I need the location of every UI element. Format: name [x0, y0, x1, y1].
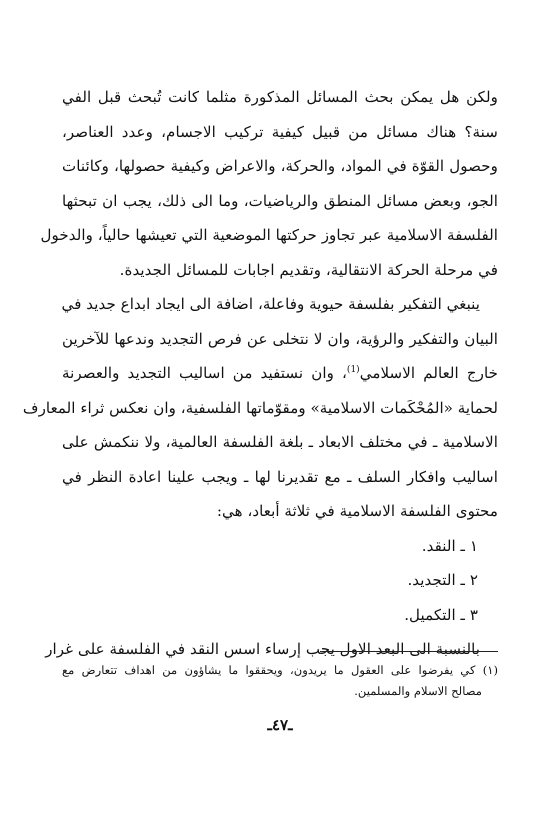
text-line: لحماية «المُحْكَمات الاسلامية» ومقوّماتها الفلسفية، وان نعكس ثراء المعارف: [22, 398, 498, 417]
text-line: ولكن هل يمكن بحث المسائل المذكورة مثلما كانت تُبحث قبل الفي: [62, 88, 498, 106]
text-line: الاسلامية ـ في مختلف الابعاد ـ بلغة الفلسفة العالمية، ولا ننكمش على: [62, 433, 498, 451]
text-line: اساليب وافكار السلف ـ مع تقديرنا لها ـ ويجب علينا اعادة النظر في: [62, 467, 498, 486]
footnote-line: مصالح الاسلام والمسلمين.: [354, 684, 482, 698]
list-item: ١ ـ النقد.: [421, 536, 478, 555]
text-line: ينبغي التفكير بفلسفة حيوية وفاعلة، اضافة الى ايجاد ابداع جديد في: [61, 295, 480, 313]
text-line: بالنسبة الى البعد الاول يجب إرساء اسس النقد في الفلسفة على غرار: [45, 640, 480, 658]
text-line: الجو، وبعض مسائل المنطق والرياضيات، وما الى ذلك، يجب ان تبحثها: [62, 191, 498, 210]
footnote-marker: (1): [346, 365, 360, 375]
page-number: ـ٤٧ـ: [267, 716, 293, 734]
footnote-divider: [320, 651, 498, 652]
text-segment: خارج العالم الاسلامي$^{(1)}$، وان نستفيد من اساليب التجديد والعصرنة: [62, 364, 498, 382]
text-line: [62, 356, 498, 391]
text-line: وحصول القوّة في المواد، والحركة، والاعراض وكيفية حصولها، وكائنات: [62, 157, 498, 175]
list-item: ٢ ـ التجديد.: [407, 571, 478, 589]
text-line: سنة؟ هناك مسائل من قبيل كيفية تركيب الاجسام، وعدد العناصر،: [62, 122, 498, 141]
text-line: في مرحلة الحركة الانتقالية، وتقديم اجابات للمسائل الجديدة.: [119, 260, 498, 279]
text-line: الفلسفة الاسلامية عبر تجاوز حركتها الموضعية التي تعيشها حالياً، والدخول: [40, 226, 498, 244]
text-line: البيان والتفكير والرؤية، وان لا نتخلى عن فرص التجديد وندعها للآخرين: [62, 329, 498, 348]
list-item: ٣ ـ التكميل.: [404, 605, 478, 624]
main-text: [22, 80, 498, 667]
footnote: [62, 660, 498, 702]
text-line: محتوى الفلسفة الاسلامية في ثلاثة أبعاد، هي:: [216, 502, 498, 520]
footnote-line: (١) كي يفرضوا على العقول ما يريدون، ويحققوا ما يشاؤون من اهداف تتعارض مع: [62, 663, 498, 677]
